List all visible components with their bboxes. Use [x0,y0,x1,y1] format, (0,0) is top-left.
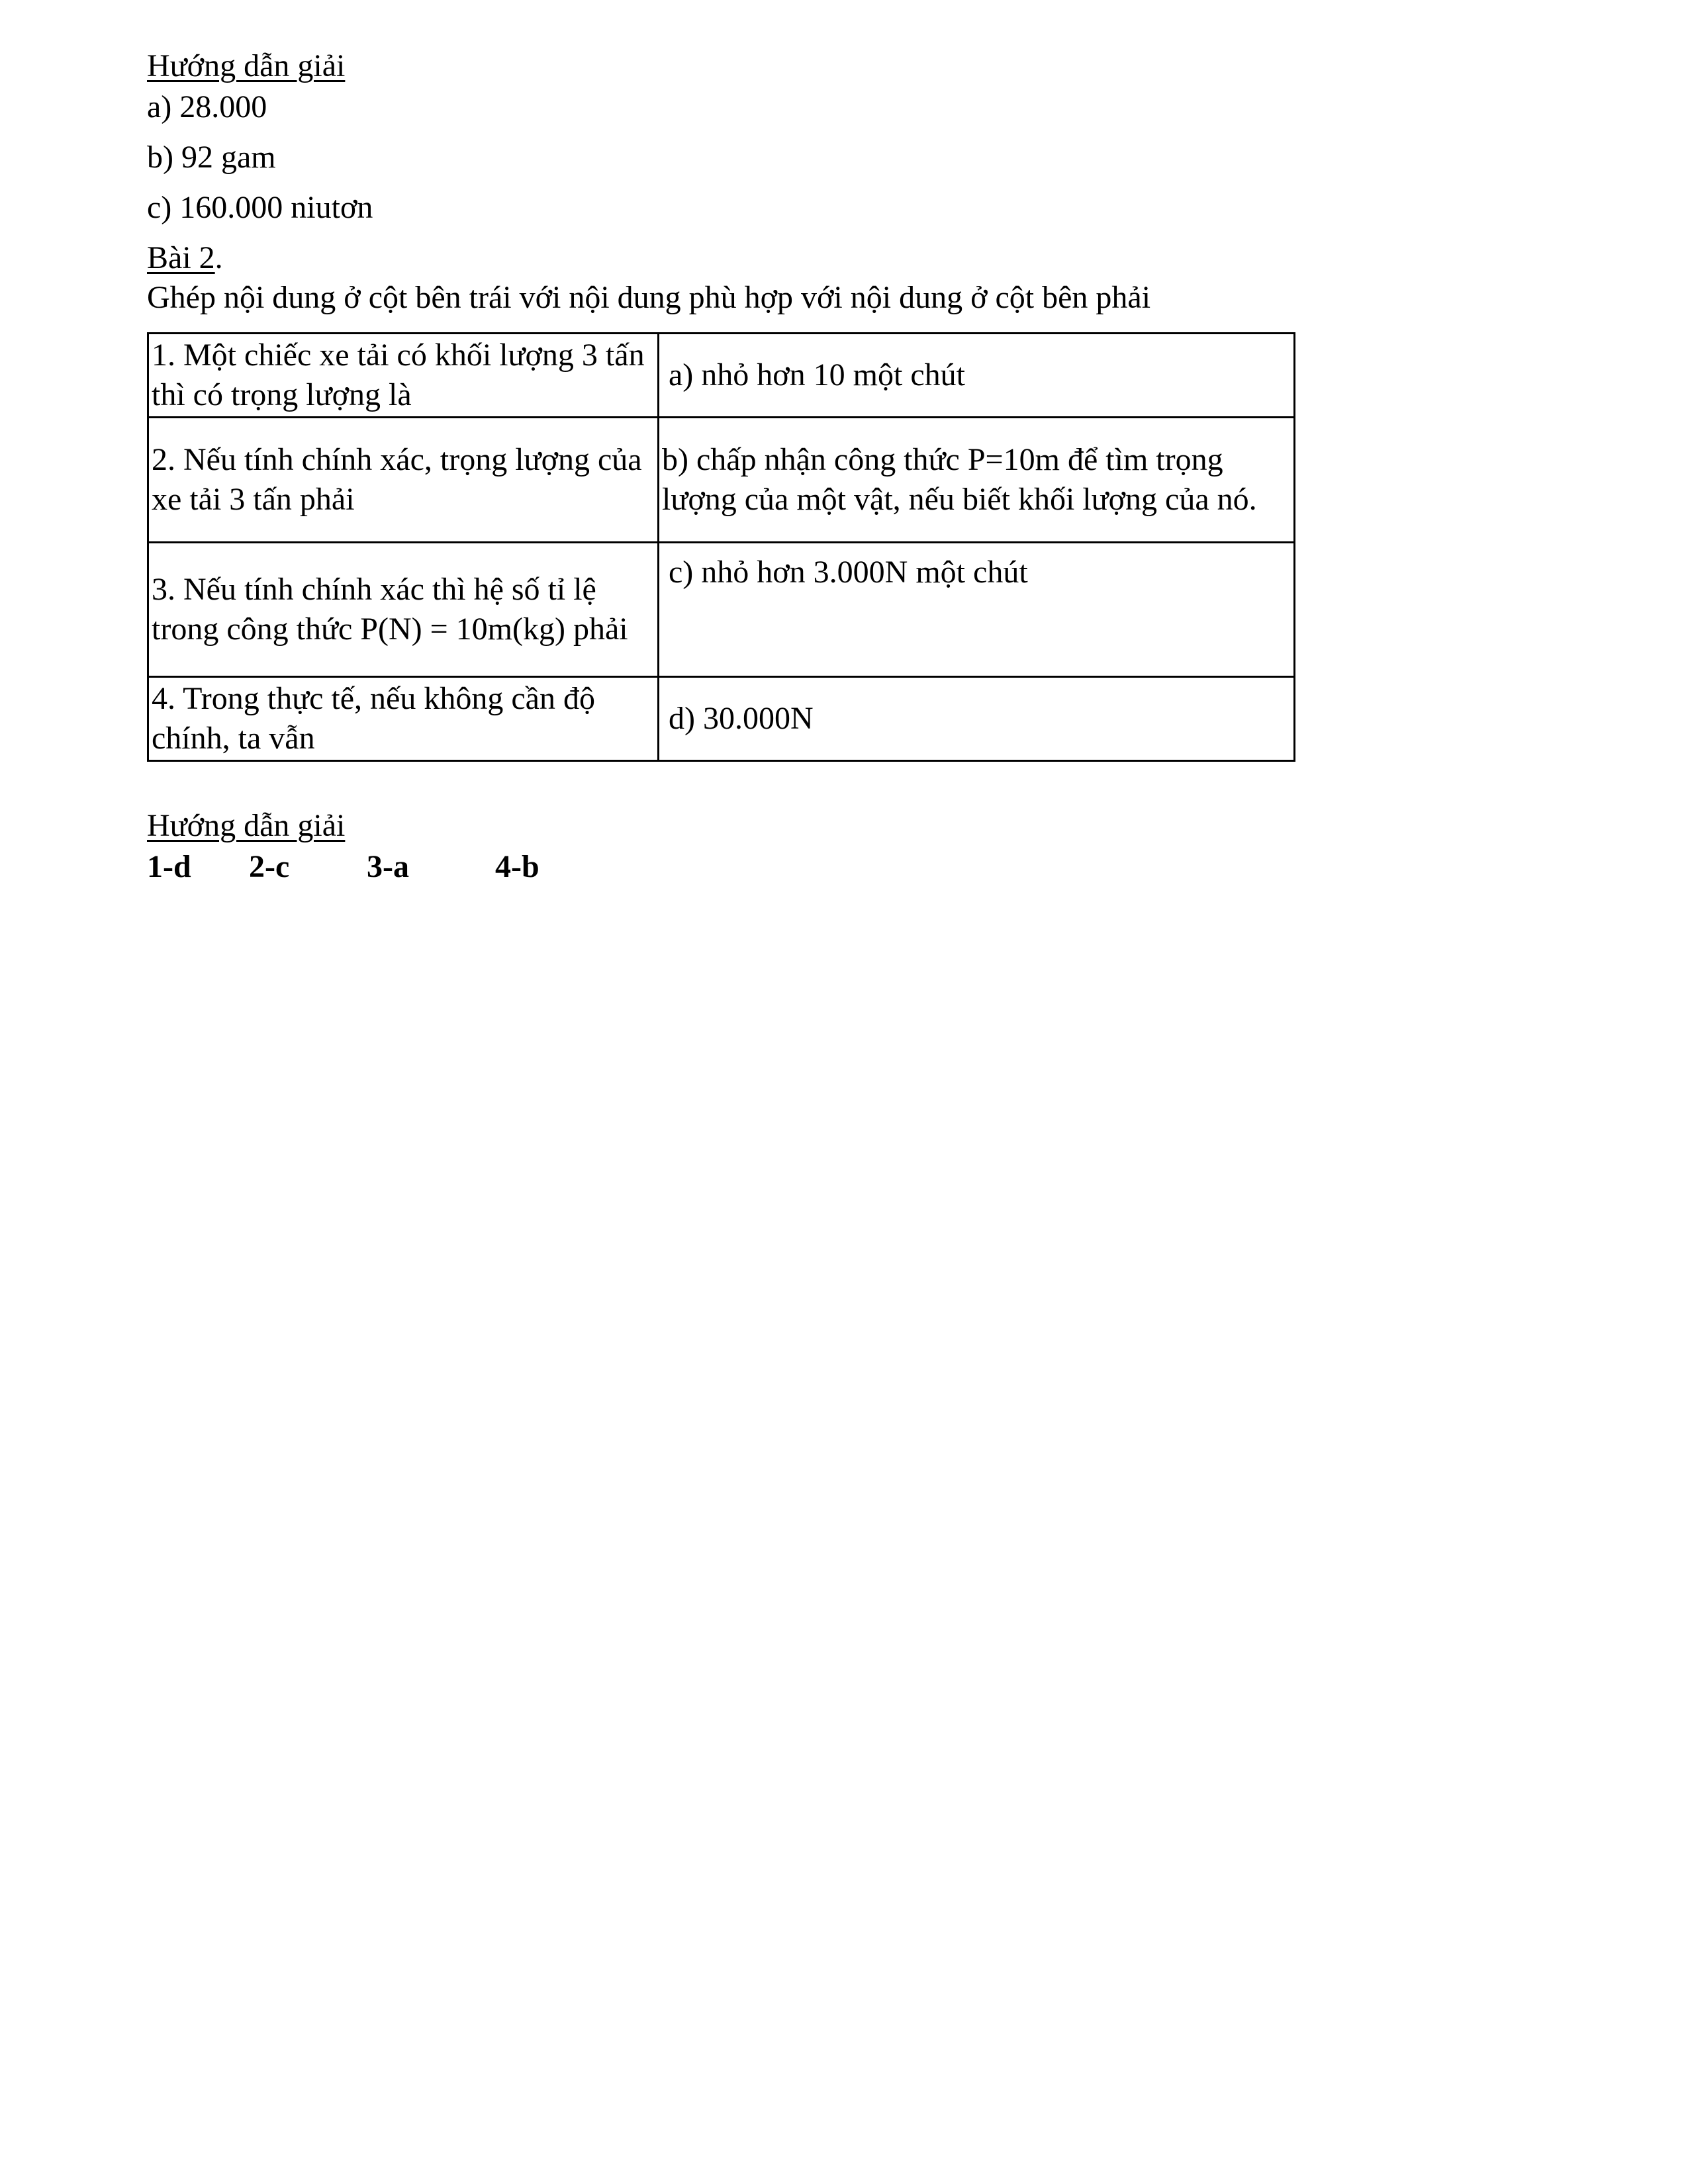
table-row [148,677,1295,761]
exercise-title [147,240,223,277]
match-answer: 1-d [147,849,191,884]
matching-table [147,332,1295,762]
right-cell: a) nhỏ hơn 10 một chút [659,334,1295,418]
left-cell: 1. Một chiếc xe tải có khối lượng 3 tấn thì có trọng lượng là [148,334,659,418]
right-cell: b) chấp nhận công thức P=10m để tìm trọng lượng của một vật, nếu biết khối lượng của nó. [659,418,1295,543]
answer-c: c) 160.000 niutơn [147,190,373,225]
answer-a: a) 28.000 [147,89,267,124]
exercise-instruction: Ghép nội dung ở cột bên trái với nội dung phù hợp với nội dung ở cột bên phải [147,280,1151,315]
exercise-title-text: Bài 2 [147,240,215,275]
match-answers [147,848,539,886]
match-answer: 3-a [367,849,409,884]
solution-heading-2: Hướng dẫn giải [147,808,346,843]
match-answer: 4-b [495,849,539,884]
left-cell: 2. Nếu tính chính xác, trọng lượng của xe tải 3 tấn phải [148,418,659,543]
right-cell: c) nhỏ hơn 3.000N một chút [659,543,1295,677]
match-answer: 2-c [249,849,290,884]
table-row [148,334,1295,418]
table-row [148,418,1295,543]
left-cell: 4. Trong thực tế, nếu không cần độ chính, ta vẫn [148,677,659,761]
solution-heading: Hướng dẫn giải [147,48,346,83]
exercise-title-suffix: . [214,240,223,275]
left-cell: 3. Nếu tính chính xác thì hệ số tỉ lệ trong công thức P(N) = 10m(kg) phải [148,543,659,677]
table-row [148,543,1295,677]
right-cell: d) 30.000N [659,677,1295,761]
answer-b: b) 92 gam [147,140,276,175]
